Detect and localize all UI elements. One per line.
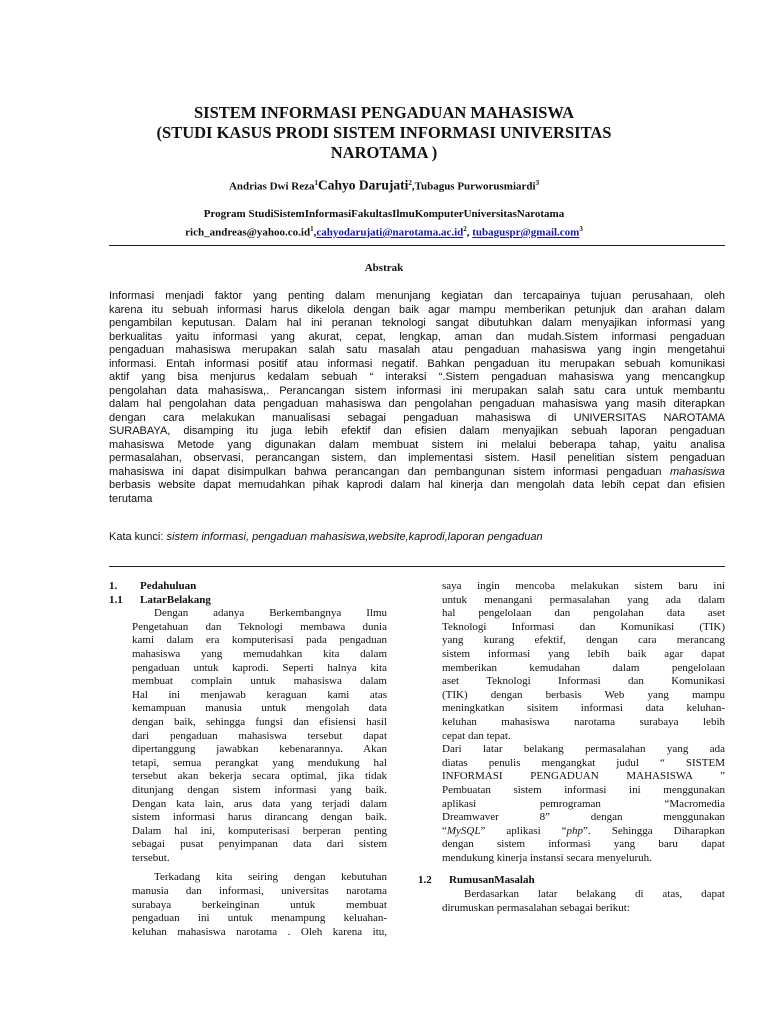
left-column — [109, 580, 387, 939]
text-line: dari pengaduan mahasiswa tersebut dapat — [132, 729, 387, 742]
text-line: hal pengelolaan dan pengolahan data aset — [442, 607, 725, 620]
text-line: saya ingin mencoba melakukan sistem baru ini — [442, 580, 725, 592]
abstract-line — [109, 466, 725, 480]
author-2-sup: 2 — [408, 179, 412, 187]
text-line: membuat complain untuk mahasiswa dalam — [132, 675, 387, 688]
text-line: dirumuskan permasalahan sebagai berikut: — [442, 901, 630, 914]
right-column — [418, 580, 725, 915]
abstract-line-text: mahasiswa ini dapat disimpulkan bahwa perancangan dan pembangunan sistem informasi pengaduan — [109, 465, 662, 478]
bottom-divider — [109, 566, 725, 567]
text-line: kemampuan manusia untuk mengolah data — [132, 702, 387, 715]
abstract-line: informasi. Entah informasi positif atau informasi negatif. Bahkan pengaduan itu merupakan sebuah komunikasi — [109, 357, 725, 370]
section-1-title: Pedahuluan — [140, 580, 197, 592]
abstract-line: SURABAYA, disamping itu juga lebih efektif dan efisien dalam menyajikan sebuah laporan pengaduan — [109, 425, 725, 437]
email-3-sup: 3 — [579, 225, 583, 233]
paper-title — [120, 103, 648, 163]
text-line: tetapi, semua perangkat yang mendukung hal — [132, 756, 387, 769]
text-line: keluhan mahasiswa narotama . Oleh karena itu, — [132, 925, 387, 938]
text-line: ditunjang dengan sistem informasi yang baik. — [132, 783, 387, 796]
email-1: rich_andreas@yahoo.co.id — [185, 226, 311, 239]
email-1-sup: 1 — [310, 225, 314, 233]
text-line: (TIK) dengan berbasis Web yang mampu — [442, 688, 725, 701]
mysql-mid-text: ” aplikasi “ — [480, 824, 567, 837]
affiliation: Program StudiSistemInformasiFakultasIlmuKomputerUniversitasNarotama — [203, 208, 565, 220]
text-line: keluhan mahasiswa narotama surabaya lebih — [442, 715, 725, 728]
abstract-line: pengolahan data mahasiswa,. Perancangan sistem informasi ini merupakan salah satu cara untuk membantu — [109, 384, 725, 397]
abstract-line: terutama — [109, 492, 153, 505]
quote-open: “ — [442, 824, 447, 837]
text-line: Berdasarkan latar belakang di atas, dapat — [464, 888, 725, 901]
text-line: INFORMASI PENGADUAN MAHASISWA ” — [442, 770, 725, 783]
text-line: diatas penulis mengangkat judul “ SISTEM — [442, 756, 725, 769]
text-line: pengaduan ini untuk menampung keluahan- — [132, 912, 387, 925]
abstract-line: berkualitas yaitu informasi yang akurat, cepat, lengkap, aman dan mudah.Sistem informasi pengaduan — [109, 330, 725, 343]
section-1-2-number: 1.2 — [418, 874, 432, 887]
section-1-1-title: LatarBelakang — [140, 593, 211, 606]
author-3-sup: 3 — [535, 179, 540, 187]
text-line — [442, 825, 725, 839]
author-3: Tubagus Purworusmiardi — [414, 180, 536, 193]
abstract-line: dalam hal pengolahan data pengaduan mahasiswa dan pengolahan pengaduan mahasiswa yang masih diterapkan — [109, 398, 725, 410]
abstract-line: berbasis website dapat memudahkan pihak kaprodi dalam hal kinerja dan mengolah data lebih cepat dan efisien — [109, 479, 725, 491]
text-line: kami dalam era komputerisasi pada pengaduan — [132, 634, 387, 647]
text-line: Dalam hal ini, komputerisasi berperan penting — [132, 824, 387, 837]
mysql-term: MySQL — [446, 824, 481, 837]
title-line-1: SISTEM INFORMASI PENGADUAN MAHASISWA — [194, 103, 574, 122]
text-line: sebagai pusat penyimpanan data dari sistem — [132, 838, 387, 851]
author-2: Cahyo Darujati — [318, 177, 409, 193]
text-line: yang kurang efektif, dengan cara merancang — [442, 634, 725, 647]
text-line: meningkatkan sisitem informasi data keluhan- — [442, 702, 725, 715]
section-1-heading — [109, 580, 387, 594]
text-line: sistem informasi yang lebih baik agar dapat — [442, 647, 725, 660]
mysql-suffix-text: ”. Sehingga Diharapkan — [583, 824, 725, 837]
author-1-sup: 1 — [314, 179, 318, 187]
section-1-2-heading — [418, 874, 725, 888]
text-line: untuk menangani permasalahan yang ada dalam — [442, 593, 725, 606]
text-line: cepat dan tepat. — [442, 729, 511, 742]
text-line: mendukung kinerja instansi secara menyeluruh. — [442, 851, 652, 864]
text-line: dipertanggung jawabkan kebenarannya. Akan — [132, 743, 387, 756]
text-line: dengan baik, sehingga fungsi dan efisiensi hasil — [132, 715, 387, 728]
text-line: tersebut akan bekerja secara optimal, jika tidak — [132, 770, 387, 783]
abstract-body — [109, 290, 725, 506]
text-line: sistem informasi harus dirancang dengan baik. — [132, 811, 387, 824]
keywords-text: sistem informasi, pengaduan mahasiswa,website,kaprodi,laporan pengaduan — [166, 531, 543, 543]
text-line: pengaduan untuk kaprodi. Seperti halnya kita — [132, 661, 387, 674]
text-line: mahasiswa yang memudahkan kita dalam — [132, 647, 387, 660]
text-line: Dari latar belakang permasalahan yang ada — [442, 743, 725, 756]
text-line: Pembuatan sistem informasi ini menggunakan — [442, 783, 725, 796]
text-line: manusia dan informasi, universitas narotama — [132, 885, 387, 898]
section-1-1-heading — [109, 594, 387, 608]
text-line: Teknologi Informasi dan Komunikasi (TIK) — [442, 620, 725, 633]
section-1-number: 1. — [109, 580, 118, 592]
abstract-line: karena itu sebuah informasi harus dikelola dengan baik agar mampu memberikan petunjuk dan arahan dalam — [109, 303, 725, 316]
author-list: Andrias Dwi Reza$^1$Cahyo Darujati$^2$,Tubagus Purworusmiardi$^3$ — [228, 177, 540, 193]
email-3-link[interactable]: tubaguspr@gmail.com — [472, 226, 580, 239]
text-line: Hal ini menjawab keraguan kami atas — [132, 688, 387, 701]
affiliation-block — [0, 207, 768, 241]
text-line: Dengan kata lain, arus data yang terjadi dalam — [132, 797, 387, 810]
section-1-2-title: RumusanMasalah — [449, 874, 535, 887]
abstract-line: pengaduan mahasiswa merupakan salah satu masalah atau pengaduan mahasiswa yang ingin mengetahui — [109, 344, 725, 356]
abstract-line: aktif yang bisa menjurus kedalam sebuah “ interaksi “.Sistem pengaduan mahasiswa yang mencangkup — [109, 371, 725, 383]
paragraph — [418, 888, 725, 915]
abstract-line: permasalahan, observasi, perancangan sistem, dan implementasi sistem. Hasil penelitian sistem pengaduan — [109, 452, 725, 464]
text-line: aset Teknologi Informasi dan Komunikasi — [442, 675, 725, 688]
text-line: aplikasi pemrograman “Macromedia — [442, 797, 725, 810]
text-line: dengan sistem informasi yang baru dapat — [442, 838, 725, 851]
text-line: surabaya berkeinginan untuk membuat — [132, 898, 387, 911]
paragraph — [109, 607, 387, 939]
abstract-line: dengan cara melakukan manualisasi sebagai pengaduan mahasiswa di UNIVERSITAS NAROTAMA — [109, 411, 725, 424]
title-line-2: (STUDI KASUS PRODI SISTEM INFORMASI UNIVERSITAS — [156, 123, 612, 142]
text-line: tersebut. — [132, 851, 170, 864]
text-line: Dreamwaver 8” dengan menggunakan — [442, 811, 725, 824]
abstract-heading: Abstrak — [364, 262, 404, 274]
abstract-line: mahasiswa Metode yang digunakan dalam membuat sistem ini melalui beberapa tahap, yaitu analisa — [109, 438, 725, 451]
abstract-line: Informasi menjadi faktor yang penting dalam menunjang kegiatan dan tercapainya tujuan perusahaan, oleh — [109, 290, 725, 302]
text-line: Pengetahuan dan Teknologi membawa dunia — [132, 620, 387, 633]
top-divider — [109, 245, 725, 246]
author-1: Andrias Dwi Reza — [228, 180, 315, 193]
php-term: php — [566, 824, 584, 837]
text-line: Terkadang kita seiring dengan kebutuhan — [154, 871, 387, 884]
text-line: Dengan adanya Berkembangnya Ilmu — [154, 607, 387, 620]
paragraph — [418, 580, 725, 865]
email-line: $rich\_andreas@yahoo.co.id^1,cahyodarujati@narotama.ac.id^2$, tubaguspr@gmail.com$^3$ — [185, 225, 583, 239]
text-line: memberikan kemudahan dalam pengelolaan — [442, 661, 725, 674]
section-1-1-number: 1.1 — [109, 593, 123, 606]
email-2-sup: 2 — [463, 225, 467, 233]
title-line-3: NAROTAMA ) — [330, 143, 438, 162]
abstract-line: pengambilan keputusan. Dalam hal ini peranan teknologi sangat dibutuhkan dalam menyajikan informasi yang — [109, 317, 725, 329]
keywords: Kata kunci: sistem informasi, pengaduan mahasiswa,website,kaprodi,laporan pengaduan — [109, 531, 543, 543]
abstract-italic-word: mahasiswa — [669, 465, 725, 478]
keywords-label: Kata kunci — [109, 531, 161, 543]
email-2-link[interactable]: cahyodarujati@narotama.ac.id — [316, 226, 464, 239]
